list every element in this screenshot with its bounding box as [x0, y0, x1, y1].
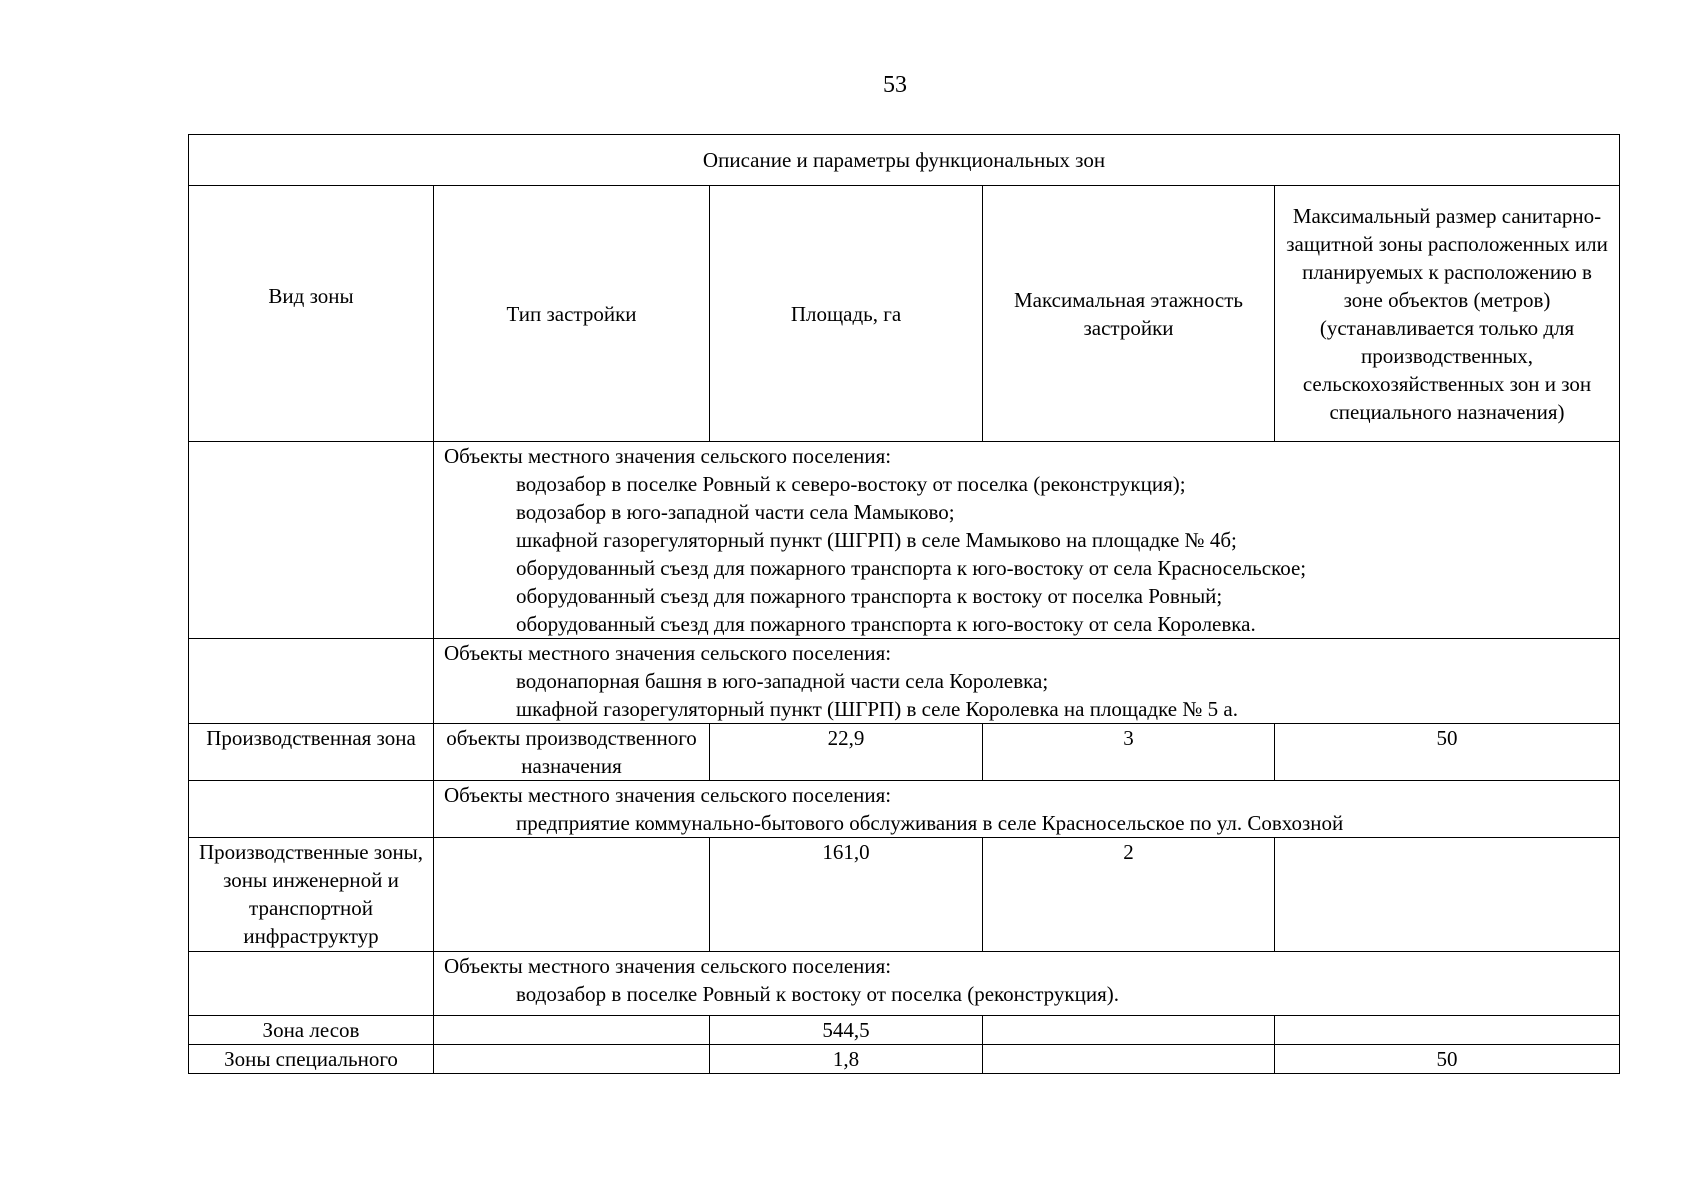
- header-sanitary: Максимальный размер санитарно-защитной зоны расположенных или планируемых к расположению в зоне объектов (метров) (устанавливается только для производственных, сельскохозяйственных зон и зон специального назначения): [1275, 186, 1620, 442]
- cell-zone: Зоны специального: [189, 1045, 434, 1074]
- table-row-infra: [189, 838, 1620, 952]
- cell-sanitary: [1275, 838, 1620, 952]
- objects-row-2: [189, 639, 1620, 724]
- cell-floors: 2: [983, 838, 1275, 952]
- objects-list-4: [434, 952, 1620, 1016]
- list-item: водозабор в поселке Ровный к востоку от поселка (реконструкция).: [516, 982, 1119, 1006]
- cell-area: 544,5: [710, 1016, 983, 1045]
- header-zone: Вид зоны: [189, 186, 434, 442]
- objects-list-2: [434, 639, 1620, 724]
- header-area: Площадь, га: [710, 186, 983, 442]
- cell-area: 1,8: [710, 1045, 983, 1074]
- list-item: оборудованный съезд для пожарного транспорта к юго-востоку от села Королевка.: [516, 612, 1256, 636]
- cell-zone: Зона лесов: [189, 1016, 434, 1045]
- functional-zones-table: [188, 134, 1620, 1074]
- cell-zone: Производственная зона: [189, 724, 434, 781]
- list-item: водозабор в юго-западной части села Мамыково;: [516, 500, 955, 524]
- table-header-row: [189, 186, 1620, 442]
- objects-title: Объекты местного значения сельского поселения:: [444, 641, 892, 665]
- empty-cell: [189, 781, 434, 838]
- list-item: водозабор в поселке Ровный к северо-востоку от поселка (реконструкция);: [516, 472, 1186, 496]
- list-item: предприятие коммунально-бытового обслуживания в селе Красносельское по ул. Совхозной: [516, 811, 1344, 835]
- list-item: шкафной газорегуляторный пункт (ШГРП) в селе Королевка на площадке № 5 а.: [516, 697, 1238, 721]
- empty-cell: [189, 442, 434, 639]
- cell-sanitary: [1275, 1016, 1620, 1045]
- header-floors: Максимальная этажность застройки: [983, 186, 1275, 442]
- cell-building-type: [434, 1016, 710, 1045]
- cell-sanitary: 50: [1275, 724, 1620, 781]
- cell-sanitary: 50: [1275, 1045, 1620, 1074]
- objects-row-4: [189, 952, 1620, 1016]
- objects-title: Объекты местного значения сельского поселения:: [444, 783, 892, 807]
- empty-cell: [189, 639, 434, 724]
- cell-floors: [983, 1045, 1275, 1074]
- list-item: оборудованный съезд для пожарного транспорта к востоку от поселка Ровный;: [516, 584, 1223, 608]
- table-row-production: [189, 724, 1620, 781]
- cell-building-type: [434, 838, 710, 952]
- cell-floors: [983, 1016, 1275, 1045]
- objects-row-3: [189, 781, 1620, 838]
- list-item: водонапорная башня в юго-западной части села Королевка;: [516, 669, 1049, 693]
- objects-row-1: [189, 442, 1620, 639]
- objects-list-3: [434, 781, 1620, 838]
- table-title: Описание и параметры функциональных зон: [189, 135, 1620, 186]
- table-title-row: [189, 135, 1620, 186]
- cell-area: 22,9: [710, 724, 983, 781]
- objects-title: Объекты местного значения сельского поселения:: [444, 444, 892, 468]
- empty-cell: [189, 952, 434, 1016]
- cell-building-type: [434, 1045, 710, 1074]
- objects-title: Объекты местного значения сельского поселения:: [444, 954, 892, 978]
- list-item: оборудованный съезд для пожарного транспорта к юго-востоку от села Красносельское;: [516, 556, 1307, 580]
- objects-list-1: [434, 442, 1620, 639]
- cell-building-type: объекты производственного назначения: [434, 724, 710, 781]
- cell-floors: 3: [983, 724, 1275, 781]
- cell-zone: Производственные зоны, зоны инженерной и транспортной инфраструктур: [189, 838, 434, 952]
- header-building-type: Тип застройки: [434, 186, 710, 442]
- page-number: 53: [883, 72, 907, 98]
- cell-area: 161,0: [710, 838, 983, 952]
- table-row-special: [189, 1045, 1620, 1074]
- list-item: шкафной газорегуляторный пункт (ШГРП) в селе Мамыково на площадке № 4б;: [516, 528, 1237, 552]
- table-row-forest: [189, 1016, 1620, 1045]
